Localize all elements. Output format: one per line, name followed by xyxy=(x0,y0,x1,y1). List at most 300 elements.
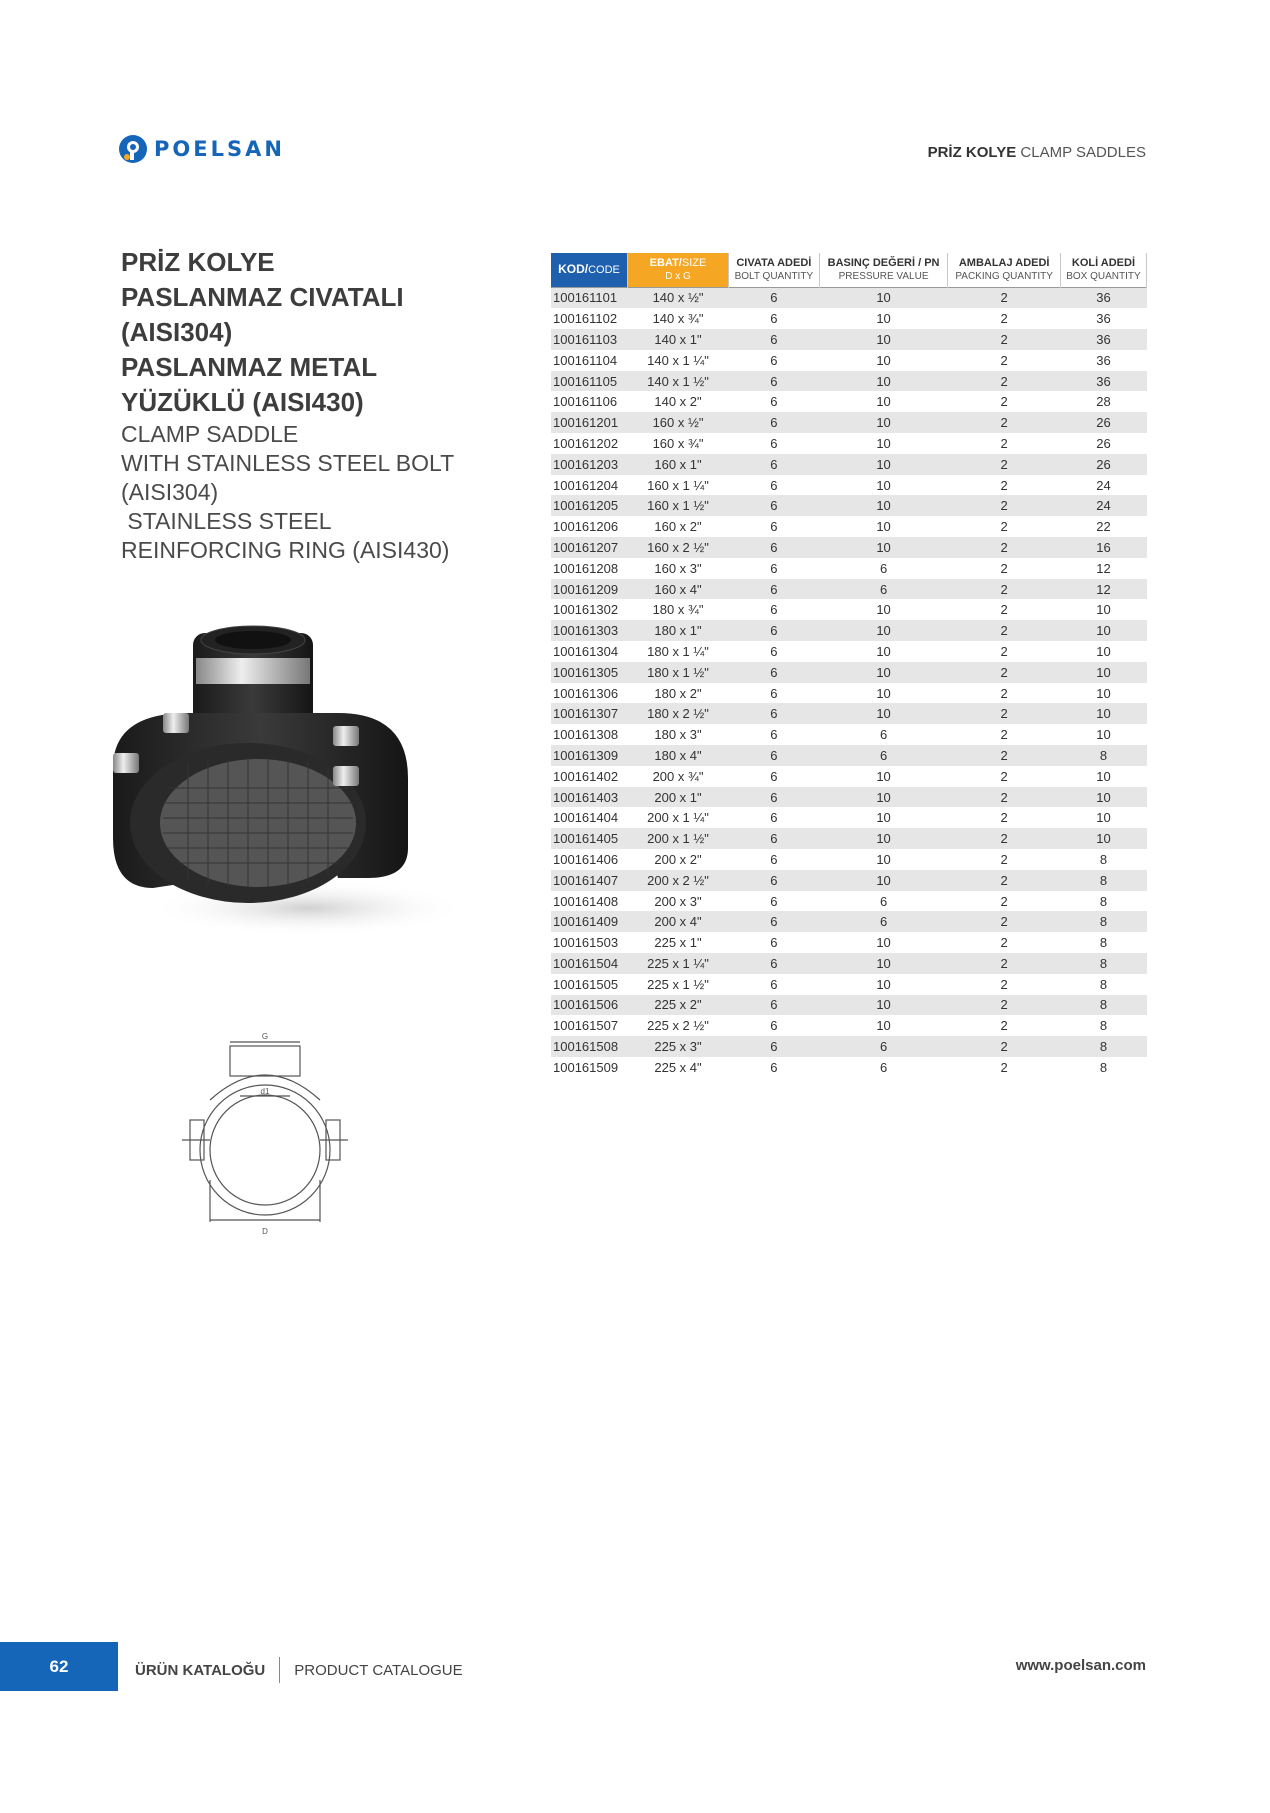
title-tr-line: PASLANMAZ METAL xyxy=(121,352,378,382)
cell-box-quantity: 22 xyxy=(1096,519,1111,535)
cell-bolt-quantity: 6 xyxy=(770,477,778,493)
cell-bolt-quantity: 6 xyxy=(770,331,778,347)
cell-packing-quantity: 2 xyxy=(1000,519,1008,535)
cell-pressure-value: 10 xyxy=(876,394,891,410)
cell-packing-quantity: 2 xyxy=(1000,560,1008,576)
cell-bolt-quantity: 6 xyxy=(770,539,778,555)
cell-size: 140 x 1 ¼" xyxy=(647,352,709,368)
cell-box-quantity: 8 xyxy=(1099,851,1108,867)
cell-box-quantity: 8 xyxy=(1099,976,1108,992)
cell-size: 140 x 1" xyxy=(654,331,702,347)
cell-code: 100161104 xyxy=(553,352,618,368)
cell-code: 100161403 xyxy=(553,789,619,805)
cell-code: 100161508 xyxy=(553,1039,619,1055)
cell-size: 200 x ¾" xyxy=(652,768,704,784)
cell-box-quantity: 10 xyxy=(1096,623,1111,639)
cell-bolt-quantity: 6 xyxy=(770,643,778,659)
cell-size: 180 x 1 ½" xyxy=(647,664,709,680)
cell-size: 225 x 1 ¼" xyxy=(647,955,709,971)
cell-box-quantity: 10 xyxy=(1096,789,1111,805)
table-row xyxy=(551,641,1147,662)
cell-box-quantity: 8 xyxy=(1099,955,1108,971)
logo-mark-icon xyxy=(118,134,148,164)
cell-size: 160 x 2 ½" xyxy=(647,539,709,555)
header-code: KOD/CODE xyxy=(551,253,628,287)
header-box-quantity: KOLİ ADEDİ BOX QUANTITY xyxy=(1060,253,1146,287)
table-row xyxy=(551,828,1147,849)
cell-size: 200 x 2" xyxy=(654,851,702,867)
cell-pressure-value: 10 xyxy=(876,664,891,680)
cell-pressure-value: 10 xyxy=(876,768,891,784)
cell-bolt-quantity: 6 xyxy=(770,685,778,701)
diagram-label-d1: d1 xyxy=(260,1087,270,1096)
table-row xyxy=(551,537,1147,558)
cell-bolt-quantity: 6 xyxy=(770,394,778,410)
cell-pressure-value: 6 xyxy=(879,581,888,597)
cell-bolt-quantity: 6 xyxy=(770,747,778,763)
cell-code: 100161409 xyxy=(553,914,619,930)
cell-code: 100161509 xyxy=(553,1059,619,1075)
page-number: 62 xyxy=(0,1642,118,1691)
cell-pressure-value: 10 xyxy=(876,997,891,1013)
cell-pressure-value: 10 xyxy=(876,706,891,722)
cell-bolt-quantity: 6 xyxy=(770,851,778,867)
cell-packing-quantity: 2 xyxy=(1000,747,1008,763)
website-link[interactable]: www.poelsan.com xyxy=(1015,1657,1146,1674)
cell-bolt-quantity: 6 xyxy=(770,311,778,327)
cell-code: 100161407 xyxy=(553,872,619,888)
cell-size: 200 x 1" xyxy=(654,789,702,805)
cell-packing-quantity: 2 xyxy=(1000,352,1008,368)
cell-size: 200 x 3" xyxy=(654,893,702,909)
cell-pressure-value: 10 xyxy=(876,1018,891,1034)
cell-pressure-value: 10 xyxy=(876,955,891,971)
cell-pressure-value: 10 xyxy=(876,623,891,639)
title-tr-line: (AISI304) xyxy=(121,317,233,347)
table-row xyxy=(551,579,1147,600)
table-row xyxy=(551,350,1147,371)
cell-box-quantity: 8 xyxy=(1099,1018,1108,1034)
cell-packing-quantity: 2 xyxy=(1000,831,1008,847)
cell-size: 180 x 2" xyxy=(654,685,702,701)
cell-packing-quantity: 2 xyxy=(1000,477,1008,493)
cell-size: 225 x 2" xyxy=(654,997,702,1013)
cell-code: 100161307 xyxy=(553,706,619,722)
cell-code: 100161505 xyxy=(553,976,619,992)
cell-bolt-quantity: 6 xyxy=(770,415,778,431)
diagram-label-d: D xyxy=(262,1227,268,1236)
cell-size: 180 x 1" xyxy=(654,623,702,639)
cell-box-quantity: 24 xyxy=(1096,477,1111,493)
cell-code: 100161305 xyxy=(553,664,619,680)
product-table xyxy=(551,253,1147,1078)
cell-packing-quantity: 2 xyxy=(1000,727,1008,743)
cell-box-quantity: 26 xyxy=(1096,435,1111,451)
cell-code: 100161408 xyxy=(553,893,619,909)
table-row xyxy=(551,1036,1147,1057)
cell-size: 160 x 1" xyxy=(654,456,702,472)
cell-pressure-value: 10 xyxy=(876,498,891,514)
cell-box-quantity: 10 xyxy=(1096,706,1111,722)
cell-code: 100161101 xyxy=(553,290,618,306)
cell-size: 160 x 3" xyxy=(654,560,702,576)
cell-packing-quantity: 2 xyxy=(1000,851,1008,867)
cell-box-quantity: 10 xyxy=(1096,685,1111,701)
table-row xyxy=(551,662,1147,683)
cell-size: 140 x ¾" xyxy=(652,311,704,327)
cell-size: 200 x 1 ½" xyxy=(647,831,709,847)
cell-size: 180 x 2 ½" xyxy=(647,706,709,722)
table-row xyxy=(551,516,1147,537)
title-en-line: (AISI304) xyxy=(121,479,219,505)
table-row xyxy=(551,787,1147,808)
header-bolt-quantity: CIVATA ADEDİ BOLT QUANTITY xyxy=(729,253,820,287)
cell-code: 100161105 xyxy=(553,373,618,389)
cell-box-quantity: 8 xyxy=(1099,997,1108,1013)
table-row xyxy=(551,558,1147,579)
cell-box-quantity: 36 xyxy=(1096,290,1111,306)
cell-code: 100161306 xyxy=(553,685,619,701)
cell-bolt-quantity: 6 xyxy=(770,955,778,971)
cell-pressure-value: 10 xyxy=(876,352,891,368)
cell-packing-quantity: 2 xyxy=(1000,1059,1008,1075)
cell-size: 160 x ½" xyxy=(652,415,704,431)
table-row xyxy=(551,475,1147,496)
table-row xyxy=(551,953,1147,974)
cell-pressure-value: 10 xyxy=(876,872,891,888)
cell-packing-quantity: 2 xyxy=(1000,415,1008,431)
cell-packing-quantity: 2 xyxy=(1000,893,1008,909)
cell-packing-quantity: 2 xyxy=(1000,1039,1008,1055)
cell-size: 225 x 1" xyxy=(654,935,702,951)
table-row xyxy=(551,849,1147,870)
cell-packing-quantity: 2 xyxy=(1000,623,1008,639)
cell-code: 100161103 xyxy=(553,331,618,347)
cell-bolt-quantity: 6 xyxy=(770,872,778,888)
table-row xyxy=(551,745,1147,766)
cell-box-quantity: 10 xyxy=(1096,831,1111,847)
cell-packing-quantity: 2 xyxy=(1000,935,1008,951)
table-row xyxy=(551,371,1147,392)
cell-box-quantity: 16 xyxy=(1096,539,1111,555)
table-row xyxy=(551,599,1147,620)
cell-code: 100161504 xyxy=(553,955,619,971)
header-size: EBAT/SIZE D x G xyxy=(628,253,729,287)
cell-bolt-quantity: 6 xyxy=(770,560,778,576)
cell-pressure-value: 6 xyxy=(879,1039,888,1055)
cell-packing-quantity: 2 xyxy=(1000,643,1008,659)
cell-code: 100161302 xyxy=(553,602,619,618)
cell-box-quantity: 36 xyxy=(1096,352,1111,368)
cell-pressure-value: 10 xyxy=(876,373,891,389)
cell-packing-quantity: 2 xyxy=(1000,394,1008,410)
cell-pressure-value: 10 xyxy=(876,976,891,992)
cell-code: 100161303 xyxy=(553,623,619,639)
table-header-row xyxy=(551,253,1147,287)
table-row xyxy=(551,870,1147,891)
cell-packing-quantity: 2 xyxy=(1000,706,1008,722)
cell-bolt-quantity: 6 xyxy=(770,935,778,951)
cell-size: 200 x 2 ½" xyxy=(647,872,709,888)
cell-size: 200 x 1 ¼" xyxy=(647,810,709,826)
header-packing-quantity: AMBALAJ ADEDİ PACKING QUANTITY xyxy=(948,253,1060,287)
cell-pressure-value: 6 xyxy=(879,727,888,743)
title-en-line: WITH STAINLESS STEEL BOLT xyxy=(121,450,455,476)
technical-drawing xyxy=(170,1030,370,1250)
cell-pressure-value: 6 xyxy=(879,747,888,763)
cell-code: 100161507 xyxy=(553,1018,619,1034)
cell-bolt-quantity: 6 xyxy=(770,623,778,639)
cell-box-quantity: 10 xyxy=(1096,768,1111,784)
cell-box-quantity: 8 xyxy=(1099,935,1108,951)
cell-packing-quantity: 2 xyxy=(1000,539,1008,555)
table-row xyxy=(551,807,1147,828)
cell-box-quantity: 10 xyxy=(1096,643,1111,659)
cell-box-quantity: 10 xyxy=(1096,602,1111,618)
table-row xyxy=(551,891,1147,912)
cell-code: 100161207 xyxy=(553,539,619,555)
cell-pressure-value: 6 xyxy=(879,914,888,930)
cell-packing-quantity: 2 xyxy=(1000,498,1008,514)
table-row xyxy=(551,329,1147,350)
cell-box-quantity: 8 xyxy=(1099,1059,1108,1075)
cell-packing-quantity: 2 xyxy=(1000,331,1008,347)
cell-bolt-quantity: 6 xyxy=(770,768,778,784)
cell-code: 100161204 xyxy=(553,477,619,493)
cell-box-quantity: 8 xyxy=(1099,872,1108,888)
cell-code: 100161202 xyxy=(553,435,619,451)
cell-packing-quantity: 2 xyxy=(1000,602,1008,618)
cell-size: 180 x ¾" xyxy=(652,602,704,618)
section-header xyxy=(928,144,1146,161)
cell-packing-quantity: 2 xyxy=(1000,810,1008,826)
cell-packing-quantity: 2 xyxy=(1000,373,1008,389)
cell-size: 225 x 2 ½" xyxy=(647,1018,709,1034)
cell-bolt-quantity: 6 xyxy=(770,706,778,722)
product-title xyxy=(121,245,551,565)
cell-pressure-value: 10 xyxy=(876,519,891,535)
cell-packing-quantity: 2 xyxy=(1000,435,1008,451)
cell-bolt-quantity: 6 xyxy=(770,1018,778,1034)
cell-pressure-value: 6 xyxy=(879,1059,888,1075)
cell-size: 225 x 1 ½" xyxy=(647,976,709,992)
cell-bolt-quantity: 6 xyxy=(770,352,778,368)
cell-bolt-quantity: 6 xyxy=(770,1039,778,1055)
table-row xyxy=(551,1057,1147,1078)
cell-pressure-value: 10 xyxy=(876,415,891,431)
cell-bolt-quantity: 6 xyxy=(770,373,778,389)
cell-packing-quantity: 2 xyxy=(1000,664,1008,680)
cell-bolt-quantity: 6 xyxy=(770,727,778,743)
cell-size: 180 x 3" xyxy=(654,727,702,743)
cell-code: 100161102 xyxy=(553,311,618,327)
cell-box-quantity: 12 xyxy=(1096,560,1111,576)
cell-pressure-value: 6 xyxy=(879,893,888,909)
table-row xyxy=(551,724,1147,745)
cell-bolt-quantity: 6 xyxy=(770,997,778,1013)
cell-size: 140 x ½" xyxy=(652,290,704,306)
cell-packing-quantity: 2 xyxy=(1000,955,1008,971)
cell-packing-quantity: 2 xyxy=(1000,768,1008,784)
cell-size: 140 x 2" xyxy=(654,394,702,410)
cell-code: 100161503 xyxy=(553,935,619,951)
cell-bolt-quantity: 6 xyxy=(770,290,778,306)
footer-divider xyxy=(279,1657,280,1683)
poelsan-logo xyxy=(118,134,285,164)
cell-code: 100161201 xyxy=(553,415,619,431)
table-row xyxy=(551,703,1147,724)
cell-pressure-value: 10 xyxy=(876,539,891,555)
cell-size: 160 x 2" xyxy=(654,519,702,535)
cell-bolt-quantity: 6 xyxy=(770,831,778,847)
cell-bolt-quantity: 6 xyxy=(770,498,778,514)
cell-size: 160 x 1 ¼" xyxy=(647,477,709,493)
table-row xyxy=(551,932,1147,953)
cell-packing-quantity: 2 xyxy=(1000,685,1008,701)
cell-bolt-quantity: 6 xyxy=(770,893,778,909)
cell-size: 160 x 4" xyxy=(654,581,702,597)
header-pressure-value: BASINÇ DEĞERİ / PN PRESSURE VALUE xyxy=(819,253,948,287)
cell-packing-quantity: 2 xyxy=(1000,997,1008,1013)
cell-box-quantity: 10 xyxy=(1096,664,1111,680)
cell-box-quantity: 8 xyxy=(1099,1039,1108,1055)
cell-bolt-quantity: 6 xyxy=(770,789,778,805)
table-row xyxy=(551,308,1147,329)
cell-size: 225 x 4" xyxy=(654,1059,702,1075)
cell-code: 100161106 xyxy=(553,394,618,410)
cell-size: 160 x 1 ½" xyxy=(647,498,709,514)
cell-pressure-value: 10 xyxy=(876,789,891,805)
cell-box-quantity: 8 xyxy=(1099,893,1108,909)
diagram-label-g: G xyxy=(261,1032,269,1041)
cell-box-quantity: 12 xyxy=(1096,581,1111,597)
table-row xyxy=(551,287,1147,308)
cell-bolt-quantity: 6 xyxy=(770,456,778,472)
cell-packing-quantity: 2 xyxy=(1000,311,1008,327)
cell-bolt-quantity: 6 xyxy=(770,1059,778,1075)
cell-code: 100161404 xyxy=(553,810,619,826)
section-header-en: CLAMP SADDLES xyxy=(1020,144,1146,161)
cell-pressure-value: 10 xyxy=(876,477,891,493)
title-en-line: REINFORCING RING (AISI430) xyxy=(121,537,450,563)
cell-code: 100161308 xyxy=(553,727,619,743)
cell-size: 180 x 1 ¼" xyxy=(647,643,709,659)
section-header-tr: PRİZ KOLYE xyxy=(927,144,1017,161)
cell-code: 100161406 xyxy=(553,851,619,867)
cell-packing-quantity: 2 xyxy=(1000,1018,1008,1034)
cell-pressure-value: 10 xyxy=(876,643,891,659)
table-row xyxy=(551,974,1147,995)
logo-text: POELSAN xyxy=(154,137,285,161)
title-en-line: CLAMP SADDLE xyxy=(121,421,299,447)
cell-bolt-quantity: 6 xyxy=(770,664,778,680)
cell-size: 180 x 4" xyxy=(654,747,702,763)
cell-box-quantity: 36 xyxy=(1096,311,1111,327)
cell-code: 100161208 xyxy=(553,560,619,576)
table-row xyxy=(551,454,1147,475)
table-row xyxy=(551,495,1147,516)
cell-size: 140 x 1 ½" xyxy=(647,373,709,389)
footer-catalog-tr: ÜRÜN KATALOĞU xyxy=(135,1661,266,1679)
cell-box-quantity: 10 xyxy=(1096,810,1111,826)
table-row xyxy=(551,391,1147,412)
cell-bolt-quantity: 6 xyxy=(770,976,778,992)
cell-pressure-value: 10 xyxy=(876,602,891,618)
cell-code: 100161209 xyxy=(553,581,619,597)
cell-box-quantity: 8 xyxy=(1099,914,1108,930)
cell-size: 200 x 4" xyxy=(654,914,702,930)
title-tr-line: YÜZÜKLÜ (AISI430) xyxy=(121,387,364,417)
cell-size: 160 x ¾" xyxy=(652,435,704,451)
cell-box-quantity: 8 xyxy=(1099,747,1108,763)
cell-box-quantity: 36 xyxy=(1096,373,1111,389)
table-row xyxy=(551,620,1147,641)
product-photo xyxy=(108,618,468,948)
title-tr-line: PASLANMAZ CIVATALI xyxy=(121,282,404,312)
cell-box-quantity: 24 xyxy=(1096,498,1111,514)
cell-packing-quantity: 2 xyxy=(1000,872,1008,888)
cell-bolt-quantity: 6 xyxy=(770,581,778,597)
cell-size: 225 x 3" xyxy=(654,1039,702,1055)
cell-code: 100161506 xyxy=(553,997,619,1013)
cell-bolt-quantity: 6 xyxy=(770,435,778,451)
cell-pressure-value: 10 xyxy=(876,456,891,472)
cell-code: 100161203 xyxy=(553,456,619,472)
cell-packing-quantity: 2 xyxy=(1000,581,1008,597)
cell-pressure-value: 10 xyxy=(876,311,891,327)
table-row xyxy=(551,1015,1147,1036)
cell-code: 100161304 xyxy=(553,643,619,659)
cell-bolt-quantity: 6 xyxy=(770,914,778,930)
cell-pressure-value: 10 xyxy=(876,290,891,306)
cell-pressure-value: 6 xyxy=(879,560,888,576)
cell-box-quantity: 36 xyxy=(1096,331,1111,347)
title-tr-line: PRİZ KOLYE xyxy=(121,247,275,277)
cell-packing-quantity: 2 xyxy=(1000,290,1008,306)
table-row xyxy=(551,911,1147,932)
cell-box-quantity: 26 xyxy=(1096,456,1111,472)
cell-packing-quantity: 2 xyxy=(1000,976,1008,992)
cell-packing-quantity: 2 xyxy=(1000,914,1008,930)
cell-pressure-value: 10 xyxy=(876,435,891,451)
table-row xyxy=(551,683,1147,704)
footer-catalog xyxy=(135,1657,463,1683)
title-en-line: STAINLESS STEEL xyxy=(121,508,332,534)
cell-pressure-value: 10 xyxy=(876,331,891,347)
cell-pressure-value: 10 xyxy=(876,831,891,847)
cell-code: 100161402 xyxy=(553,768,619,784)
cell-packing-quantity: 2 xyxy=(1000,789,1008,805)
cell-box-quantity: 28 xyxy=(1096,394,1111,410)
cell-pressure-value: 10 xyxy=(876,851,891,867)
table-row xyxy=(551,766,1147,787)
cell-code: 100161206 xyxy=(553,519,619,535)
cell-code: 100161309 xyxy=(553,747,619,763)
table-row xyxy=(551,412,1147,433)
cell-pressure-value: 10 xyxy=(876,685,891,701)
cell-packing-quantity: 2 xyxy=(1000,456,1008,472)
cell-box-quantity: 10 xyxy=(1096,727,1111,743)
cell-bolt-quantity: 6 xyxy=(770,602,778,618)
cell-code: 100161205 xyxy=(553,498,619,514)
table-row xyxy=(551,433,1147,454)
cell-bolt-quantity: 6 xyxy=(770,519,778,535)
cell-pressure-value: 10 xyxy=(876,810,891,826)
table-row xyxy=(551,995,1147,1016)
footer-catalog-en: PRODUCT CATALOGUE xyxy=(294,1661,463,1679)
cell-box-quantity: 26 xyxy=(1096,415,1111,431)
cell-bolt-quantity: 6 xyxy=(770,810,778,826)
